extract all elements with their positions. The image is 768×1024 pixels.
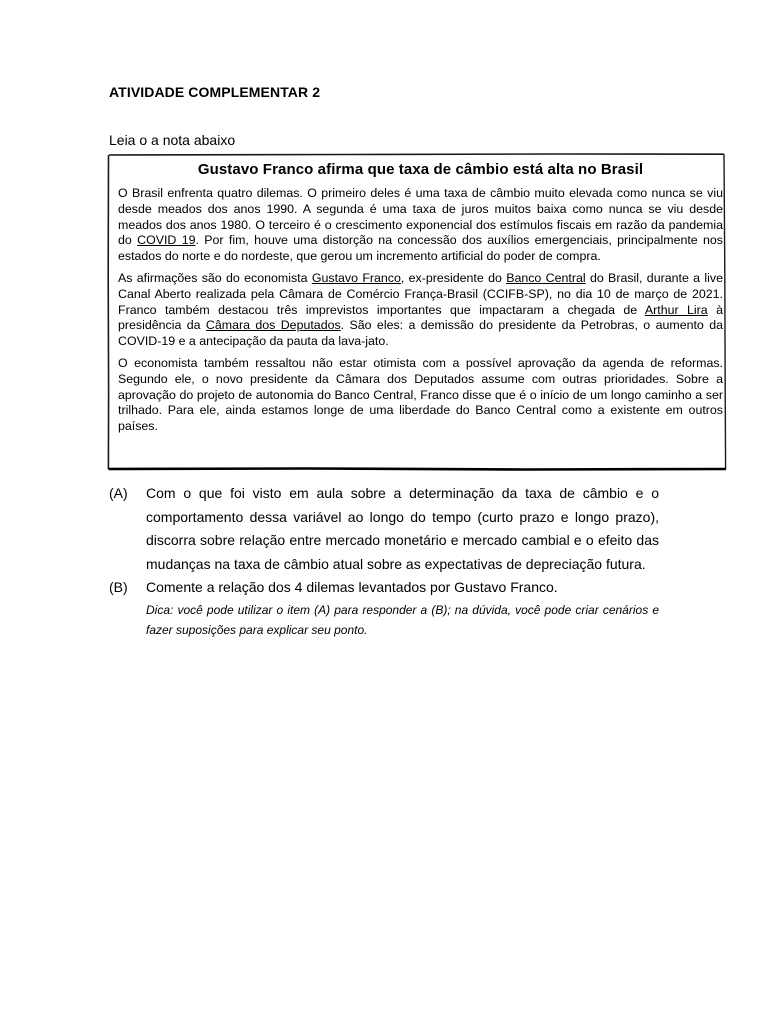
questions-list <box>109 482 659 640</box>
note-p1-text-b: . Por fim, houve uma distorção na concessão dos auxílios emergenciais, principalmente nos estados do norte e do nordeste, que gerou um incremento artificial do poder de compra. <box>118 233 723 264</box>
question-b-letter: (B) <box>109 579 128 595</box>
note-paragraph-3: O economista também ressaltou não estar otimista com a possível aprovação da agenda de reformas. Segundo ele, o novo presidente da Câmara dos Deputados assume com outras prioridades. Sobre a aprovação do projeto de autonomia do Banco Central, Franco disse que é o início de um longo caminho a ser trilhado. Para ele, ainda estamos longe de uma liberdade do Banco Central como a existente em outros países. <box>118 355 723 434</box>
question-a-letter: (A) <box>109 485 128 501</box>
question-a <box>109 482 659 576</box>
link-covid-19[interactable]: COVID 19 <box>137 233 196 248</box>
activity-heading: ATIVIDADE COMPLEMENTAR 2 <box>109 84 321 100</box>
question-a-text: Com o que foi visto em aula sobre a determinação da taxa de câmbio e o comportamento dessa variável ao longo do tempo (curto prazo e longo prazo), discorra sobre relação entre mercado monetário e mercado cambial e o efeito das mudanças na taxa de câmbio atual sobre as expectativas de depreciação futura. <box>146 485 659 572</box>
note-p2-text-c: do Brasil, durante a live Canal Aberto realizada pela Câmara de Comércio França-Brasil (CCIFB-SP), no dia 10 de março de 2021. Franco também destacou três imprevistos importantes que impactaram a chegada de <box>118 270 723 317</box>
note-p2-text-e: . São eles: a demissão do presidente da Petrobras, o aumento da COVID-19 e a antecipação da pauta da lava-jato. <box>118 318 723 349</box>
question-b-text: Comente a relação dos 4 dilemas levantados por Gustavo Franco. <box>146 579 558 595</box>
note-paragraph-1 <box>118 186 723 265</box>
note-paragraph-2 <box>118 271 723 350</box>
note-title: Gustavo Franco afirma que taxa de câmbio está alta no Brasil <box>197 161 644 178</box>
note-p2-text-b: , ex-presidente do <box>400 270 507 285</box>
link-camara-dos-deputados[interactable]: Câmara dos Deputados <box>205 318 341 333</box>
link-arthur-lira[interactable]: Arthur Lira <box>644 302 708 317</box>
note-content <box>118 161 723 441</box>
note-p2-text-d: à presidência da <box>118 302 723 333</box>
news-note-box <box>107 153 727 471</box>
note-p1-text-a: O Brasil enfrenta quatro dilemas. O primeiro deles é uma taxa de câmbio muito elevada como nunca se viu desde meados dos anos 1990. A segunda é uma taxa de juros muitos baixa como nunca se viu desde meados dos anos 1980. O terceiro é o crescimento exponencial dos estímulos fiscais em razão da pandemia do <box>118 186 723 248</box>
link-gustavo-franco[interactable]: Gustavo Franco <box>311 270 401 285</box>
intro-text: Leia o a nota abaixo <box>109 132 236 148</box>
note-p2-text-a: As afirmações são do economista <box>118 270 312 285</box>
question-b <box>109 576 659 600</box>
question-b-hint: Dica: você pode utilizar o item (A) para responder a (B); na dúvida, você pode criar cenários e fazer suposições para explicar seu ponto. <box>146 602 659 637</box>
link-banco-central[interactable]: Banco Central <box>506 270 586 285</box>
